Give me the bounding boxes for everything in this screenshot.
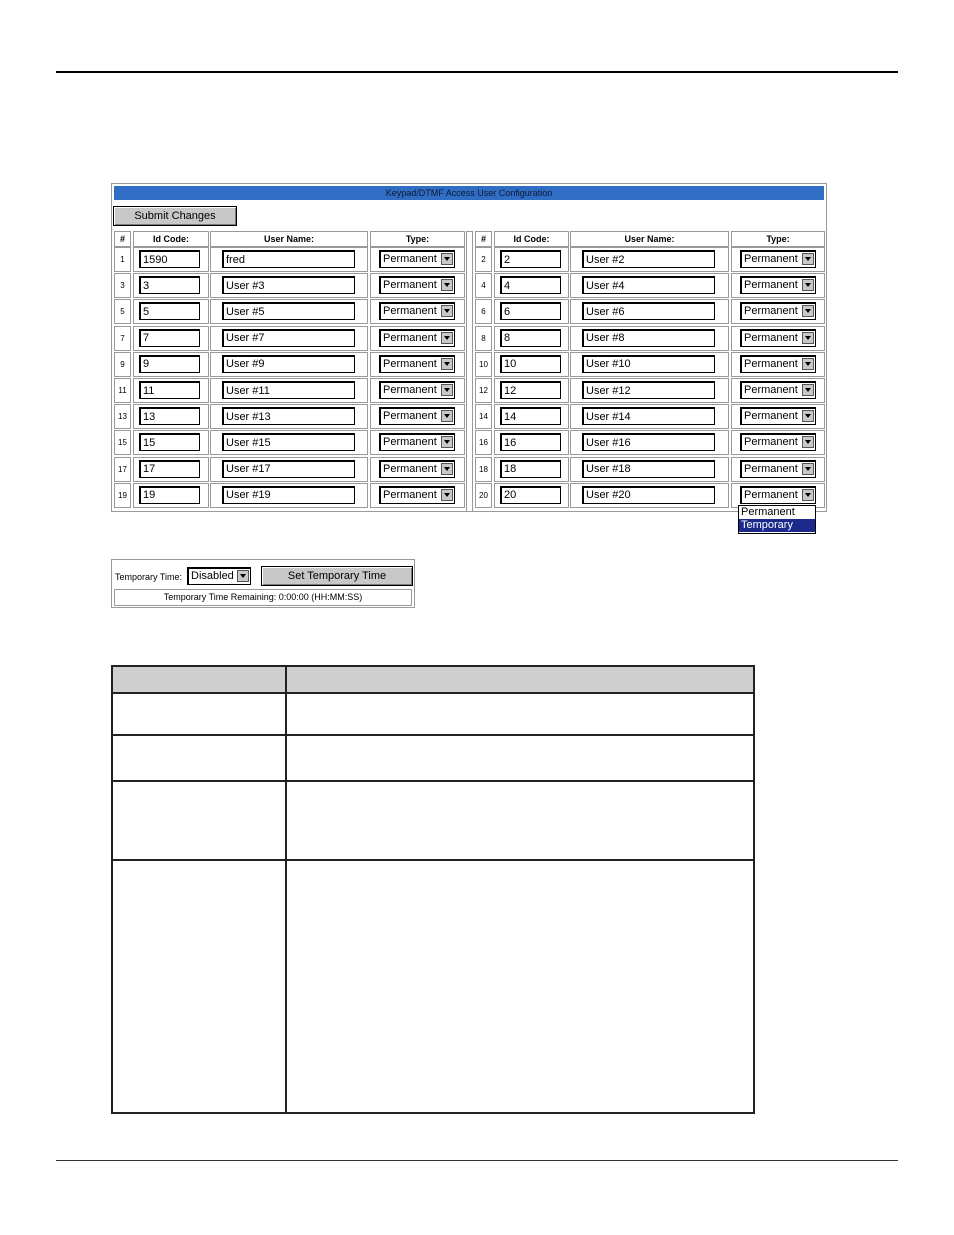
dropdown-arrow-icon[interactable] xyxy=(802,279,814,291)
row-number: 6 xyxy=(475,299,492,324)
user-name-input[interactable] xyxy=(222,381,355,399)
dropdown-arrow-icon[interactable] xyxy=(441,436,453,448)
type-select-value: Permanent xyxy=(383,384,437,396)
type-select-value: Permanent xyxy=(383,488,437,501)
user-name-input[interactable] xyxy=(582,460,715,478)
type-select[interactable] xyxy=(379,433,455,451)
dropdown-arrow-icon[interactable] xyxy=(802,358,814,370)
id-code-input[interactable] xyxy=(139,407,200,425)
id-code-input[interactable] xyxy=(139,381,200,399)
id-code-input[interactable] xyxy=(139,433,200,451)
dropdown-arrow-icon[interactable] xyxy=(802,489,814,501)
type-select[interactable] xyxy=(740,460,816,478)
temporary-time-label: Temporary Time: xyxy=(115,572,183,582)
type-select[interactable] xyxy=(740,381,816,399)
user-name-input[interactable] xyxy=(582,355,715,373)
header-user-name: User Name: xyxy=(570,231,729,247)
dropdown-arrow-icon[interactable] xyxy=(441,279,453,291)
type-select[interactable] xyxy=(379,276,455,294)
half-divider xyxy=(466,231,473,512)
row-divider xyxy=(113,734,753,736)
row-divider xyxy=(113,859,753,861)
user-name-input[interactable] xyxy=(582,302,715,320)
id-code-input[interactable] xyxy=(500,329,561,347)
dropdown-arrow-icon[interactable] xyxy=(237,570,249,582)
user-name-input[interactable] xyxy=(582,250,715,268)
type-select-value: Permanent xyxy=(383,357,437,370)
row-number: 5 xyxy=(114,299,131,324)
row-number: 14 xyxy=(475,404,492,429)
type-select-value: Permanent xyxy=(383,331,437,344)
id-code-input[interactable] xyxy=(139,250,200,268)
type-select[interactable] xyxy=(740,355,816,373)
row-number: 8 xyxy=(475,326,492,351)
dropdown-arrow-icon[interactable] xyxy=(802,332,814,344)
user-name-input[interactable] xyxy=(222,433,355,451)
type-select[interactable] xyxy=(379,381,455,399)
row-number: 20 xyxy=(475,483,492,508)
type-select-value: Permanent xyxy=(383,410,437,423)
set-temporary-time-button[interactable]: Set Temporary Time xyxy=(261,566,413,586)
row-number: 17 xyxy=(114,457,131,482)
user-name-input[interactable] xyxy=(222,250,355,268)
type-select[interactable] xyxy=(379,486,455,504)
submit-changes-button[interactable]: Submit Changes xyxy=(113,206,237,226)
user-name-input[interactable] xyxy=(222,276,355,294)
dropdown-arrow-icon[interactable] xyxy=(441,358,453,370)
row-divider xyxy=(113,780,753,782)
row-number: 19 xyxy=(114,483,131,508)
id-code-input[interactable] xyxy=(500,486,561,504)
row-number: 7 xyxy=(114,326,131,351)
id-code-input[interactable] xyxy=(500,433,561,451)
dropdown-arrow-icon[interactable] xyxy=(802,436,814,448)
bottom-rule xyxy=(56,1160,898,1161)
dropdown-option-temporary[interactable]: Temporary xyxy=(739,519,815,532)
type-select[interactable] xyxy=(740,329,816,347)
temporary-time-panel xyxy=(111,559,415,608)
type-select-value: Permanent xyxy=(744,331,798,344)
header-number: # xyxy=(475,231,492,247)
type-select[interactable] xyxy=(379,302,455,320)
dropdown-arrow-icon[interactable] xyxy=(441,253,453,265)
type-select[interactable] xyxy=(379,329,455,347)
id-code-input[interactable] xyxy=(500,407,561,425)
dropdown-arrow-icon[interactable] xyxy=(441,489,453,501)
dropdown-arrow-icon[interactable] xyxy=(441,332,453,344)
top-rule xyxy=(56,71,898,73)
dropdown-arrow-icon[interactable] xyxy=(802,253,814,265)
type-select-value: Permanent xyxy=(383,279,437,292)
row-number: 11 xyxy=(114,378,131,403)
type-select-value: Permanent xyxy=(383,253,437,265)
dropdown-arrow-icon[interactable] xyxy=(441,305,453,317)
user-name-input[interactable] xyxy=(582,329,715,347)
type-select[interactable] xyxy=(379,460,455,478)
row-number: 18 xyxy=(475,457,492,482)
type-select-value: Permanent xyxy=(744,436,798,449)
row-number: 9 xyxy=(114,352,131,377)
type-select-value: Permanent xyxy=(383,436,437,449)
row-number: 2 xyxy=(475,247,492,272)
row-number: 15 xyxy=(114,430,131,455)
header-type: Type: xyxy=(731,231,825,247)
type-select[interactable] xyxy=(379,407,455,425)
dropdown-arrow-icon[interactable] xyxy=(441,463,453,475)
row-number: 10 xyxy=(475,352,492,377)
user-name-input[interactable] xyxy=(222,460,355,478)
dropdown-option-permanent[interactable]: Permanent xyxy=(741,506,795,518)
header-number: # xyxy=(114,231,131,247)
type-select[interactable] xyxy=(740,486,816,504)
type-select-value: Permanent xyxy=(744,384,798,396)
id-code-input[interactable] xyxy=(139,486,200,504)
user-name-input[interactable] xyxy=(222,355,355,373)
user-name-input[interactable] xyxy=(222,329,355,347)
id-code-input[interactable] xyxy=(500,460,561,478)
row-number: 13 xyxy=(114,404,131,429)
panel-title-bar: Keypad/DTMF Access User Configuration xyxy=(114,186,824,200)
row-number: 3 xyxy=(114,273,131,298)
temporary-time-select[interactable] xyxy=(187,567,251,585)
dropdown-arrow-icon[interactable] xyxy=(441,410,453,422)
id-code-input[interactable] xyxy=(500,355,561,373)
type-select[interactable] xyxy=(740,302,816,320)
type-select-value: Permanent xyxy=(744,279,798,292)
description-table-header xyxy=(113,667,753,694)
type-select[interactable] xyxy=(740,433,816,451)
header-id-code: Id Code: xyxy=(133,231,209,247)
header-type: Type: xyxy=(370,231,465,247)
type-select-value: Permanent xyxy=(744,253,798,265)
row-number: 16 xyxy=(475,430,492,455)
row-number: 12 xyxy=(475,378,492,403)
type-select-value: Permanent xyxy=(383,462,437,475)
user-name-input[interactable] xyxy=(582,276,715,294)
id-code-input[interactable] xyxy=(500,250,561,268)
header-user-name: User Name: xyxy=(210,231,368,247)
id-code-input[interactable] xyxy=(139,329,200,347)
user-name-input[interactable] xyxy=(582,486,715,504)
dropdown-arrow-icon[interactable] xyxy=(802,410,814,422)
user-configuration-panel xyxy=(111,183,827,512)
temporary-time-remaining: Temporary Time Remaining: 0:00:00 (HH:MM:SS) xyxy=(114,589,412,606)
id-code-input[interactable] xyxy=(139,302,200,320)
type-select-value: Permanent xyxy=(383,305,437,318)
id-code-input[interactable] xyxy=(500,302,561,320)
dropdown-arrow-icon[interactable] xyxy=(802,384,814,396)
id-code-input[interactable] xyxy=(500,381,561,399)
dropdown-arrow-icon[interactable] xyxy=(802,463,814,475)
user-name-input[interactable] xyxy=(222,302,355,320)
temporary-time-value: Disabled xyxy=(191,570,234,582)
user-name-input[interactable] xyxy=(222,486,355,504)
id-code-input[interactable] xyxy=(139,460,200,478)
header-id-code: Id Code: xyxy=(494,231,569,247)
type-select-value: Permanent xyxy=(744,462,798,475)
type-select-value: Permanent xyxy=(744,357,798,370)
type-select[interactable] xyxy=(379,355,455,373)
dropdown-arrow-icon[interactable] xyxy=(802,305,814,317)
dropdown-arrow-icon[interactable] xyxy=(441,384,453,396)
id-code-input[interactable] xyxy=(500,276,561,294)
user-name-input[interactable] xyxy=(582,381,715,399)
user-name-input[interactable] xyxy=(582,433,715,451)
id-code-input[interactable] xyxy=(139,276,200,294)
row-number: 1 xyxy=(114,247,131,272)
type-select[interactable] xyxy=(740,276,816,294)
type-select-value: Permanent xyxy=(744,488,798,501)
type-select[interactable] xyxy=(740,407,816,425)
type-select[interactable] xyxy=(740,250,816,268)
type-dropdown-list xyxy=(738,505,816,534)
user-name-input[interactable] xyxy=(222,407,355,425)
description-table xyxy=(111,665,755,1114)
user-name-input[interactable] xyxy=(582,407,715,425)
row-number: 4 xyxy=(475,273,492,298)
type-select[interactable] xyxy=(379,250,455,268)
type-select-value: Permanent xyxy=(744,410,798,423)
type-select-value: Permanent xyxy=(744,305,798,318)
id-code-input[interactable] xyxy=(139,355,200,373)
